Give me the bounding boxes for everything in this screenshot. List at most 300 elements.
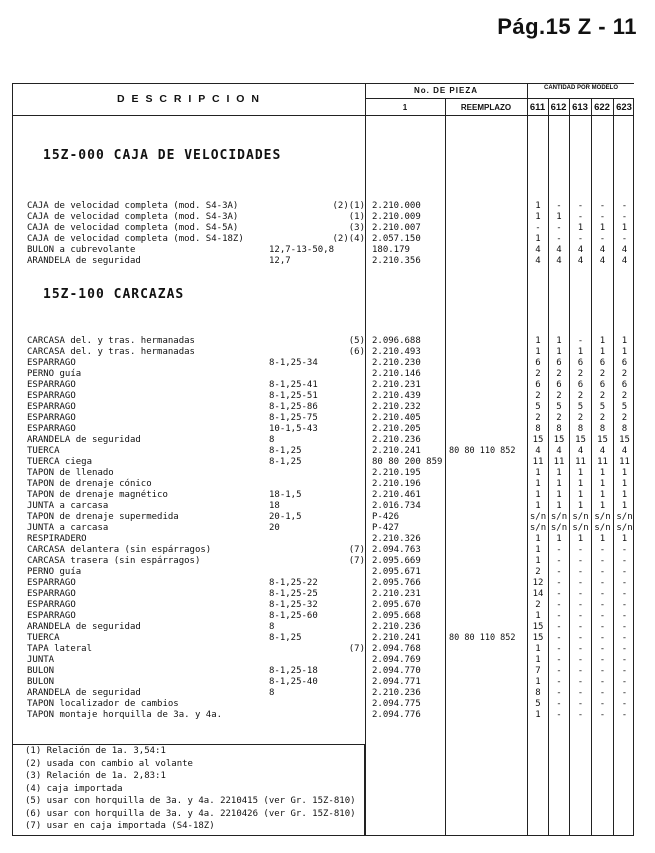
table-row (13, 380, 633, 391)
part-number: 2.210.007 (372, 223, 421, 233)
header-model-612: 612 (550, 102, 567, 113)
qty-model-622: s/n (594, 523, 611, 533)
part-number: 2.095.668 (372, 611, 421, 621)
part-number: 2.210.231 (372, 380, 421, 390)
part-number: 2.210.205 (372, 424, 421, 434)
part-spec: 8 (269, 435, 275, 445)
section-title: 15Z-100 CARCAZAS (43, 287, 185, 302)
part-spec: 8-1,25-51 (269, 391, 318, 401)
qty-model-613: - (577, 622, 584, 632)
part-description: CAJA de velocidad completa (mod. S4-18Z) (27, 234, 244, 244)
part-description: ESPARRAGO (27, 358, 76, 368)
qty-model-613: - (577, 688, 584, 698)
qty-model-623: 5 (621, 402, 628, 412)
qty-model-613: - (577, 234, 584, 244)
qty-model-613: 5 (577, 402, 584, 412)
qty-model-623: 11 (619, 457, 630, 467)
qty-model-613: 1 (577, 479, 584, 489)
part-number: 180.179 (372, 245, 410, 255)
header-model-622: 622 (594, 102, 610, 113)
qty-model-611: 4 (535, 256, 541, 266)
part-number: 2.057.150 (372, 234, 421, 244)
qty-model-623: 1 (621, 223, 628, 233)
qty-model-622: - (599, 567, 606, 577)
part-number: 2.094.776 (372, 710, 421, 720)
section-title: 15Z-000 CAJA DE VELOCIDADES (43, 148, 282, 163)
part-description: TUERCA (27, 446, 60, 456)
part-note-ref: (2)(4) (332, 234, 365, 244)
part-spec: 8-1,25-25 (269, 589, 318, 599)
qty-model-611: 7 (535, 666, 541, 676)
header-no-pieza: No. DE PIEZA (413, 86, 478, 95)
part-number: 2.210.236 (372, 688, 421, 698)
qty-model-622: - (599, 545, 606, 555)
part-description: ARANDELA de seguridad (27, 688, 141, 698)
qty-model-612: 1 (556, 336, 562, 346)
part-description: TAPON de drenaje supermedida (27, 512, 179, 522)
qty-model-612: 2 (556, 369, 562, 379)
qty-model-622: - (599, 600, 606, 610)
part-number: 2.210.196 (372, 479, 421, 489)
qty-model-623: - (621, 633, 628, 643)
qty-model-622: 2 (599, 369, 606, 379)
qty-model-612: 8 (556, 424, 562, 434)
qty-model-611: 6 (535, 380, 541, 390)
table-row (13, 468, 633, 479)
qty-model-611: 15 (532, 622, 544, 632)
qty-model-613: - (577, 567, 584, 577)
qty-model-612: - (556, 666, 562, 676)
qty-model-611: 1 (535, 655, 541, 665)
part-number: 2.210.439 (372, 391, 421, 401)
qty-model-623: 15 (619, 435, 630, 445)
qty-model-622: - (599, 578, 606, 588)
table-row (13, 622, 633, 633)
qty-model-611: 1 (535, 556, 541, 566)
part-number: 2.210.493 (372, 347, 421, 357)
qty-model-623: - (621, 556, 628, 566)
qty-model-613: 1 (577, 468, 584, 478)
part-description: TAPON de drenaje cónico (27, 479, 152, 489)
footnote: (5) usar con horquilla de 3a. y 4a. 2210415 (ver Gr. 15Z-810) (25, 796, 356, 806)
header-divider (365, 98, 633, 99)
part-note-ref: (5) (348, 336, 365, 346)
part-spec: 12,7 (269, 256, 291, 266)
part-description: TUERCA (27, 633, 60, 643)
part-spec: 8-1,25-34 (269, 358, 318, 368)
qty-model-622: - (599, 201, 606, 211)
qty-model-623: 6 (621, 358, 628, 368)
table-row (13, 545, 633, 556)
part-description: CAJA de velocidad completa (mod. S4-3A) (27, 201, 239, 211)
qty-model-613: - (577, 655, 584, 665)
part-description: PERNO guía (27, 369, 82, 379)
qty-model-622: 11 (597, 457, 608, 467)
table-row (13, 358, 633, 369)
qty-model-622: 4 (599, 245, 606, 255)
table-row (13, 402, 633, 413)
part-description: CARCASA del. y tras. hermanadas (27, 336, 195, 346)
table-row (13, 600, 633, 611)
qty-model-611: 1 (535, 644, 541, 654)
part-description: ESPARRAGO (27, 380, 76, 390)
table-row (13, 256, 633, 267)
qty-model-622: - (599, 699, 606, 709)
table-row (13, 699, 633, 710)
part-spec: 18 (269, 501, 280, 511)
qty-model-622: 6 (599, 380, 606, 390)
qty-model-622: 1 (599, 501, 606, 511)
table-row (13, 391, 633, 402)
table-row (13, 212, 633, 223)
part-number: 80 80 200 859 (372, 457, 443, 467)
qty-model-613: 1 (577, 490, 584, 500)
qty-model-612: 4 (556, 245, 562, 255)
qty-model-623: - (621, 545, 628, 555)
qty-model-623: - (621, 666, 628, 676)
part-description: CARCASA delantera (sin espárragos) (27, 545, 212, 555)
qty-model-611: 4 (535, 446, 541, 456)
qty-model-611: 4 (535, 245, 541, 255)
qty-model-611: 1 (535, 336, 541, 346)
qty-model-611: s/n (529, 523, 547, 533)
part-description: TAPA lateral (27, 644, 93, 654)
qty-model-611: 1 (535, 479, 541, 489)
part-number: 2.210.231 (372, 589, 421, 599)
part-spec: 8-1,25-32 (269, 600, 318, 610)
part-number: 2.210.009 (372, 212, 421, 222)
table-row (13, 413, 633, 424)
part-number: 2.094.763 (372, 545, 421, 555)
header-model-611: 611 (529, 102, 546, 113)
qty-model-622: 1 (599, 534, 606, 544)
table-row (13, 688, 633, 699)
qty-model-613: 11 (575, 457, 586, 467)
footnote: (3) Relación de 1a. 2,83:1 (25, 771, 166, 781)
table-row (13, 223, 633, 234)
qty-model-612: - (556, 201, 562, 211)
qty-model-613: 2 (577, 413, 584, 423)
footnote: (4) caja importada (25, 783, 123, 794)
qty-model-611: 2 (535, 567, 541, 577)
qty-model-623: - (621, 201, 628, 211)
part-spec: 8-1,25 (269, 446, 302, 456)
qty-model-623: 1 (621, 336, 628, 346)
replacement-number: 80 80 110 852 (449, 633, 516, 643)
part-number: 2.094.769 (372, 655, 421, 665)
qty-model-623: 2 (621, 413, 628, 423)
part-number: 2.210.461 (372, 490, 421, 500)
part-number: 2.095.670 (372, 600, 421, 610)
qty-model-612: - (556, 710, 562, 720)
qty-model-613: - (577, 201, 584, 211)
table-row (13, 512, 633, 523)
qty-model-622: 4 (599, 256, 606, 266)
qty-model-613: s/n (572, 523, 589, 533)
qty-model-613: - (577, 633, 584, 643)
qty-model-622: s/n (594, 512, 611, 522)
qty-model-611: 1 (535, 347, 541, 357)
qty-model-612: s/n (550, 523, 568, 533)
qty-model-612: - (556, 545, 562, 555)
qty-model-623: 1 (621, 534, 628, 544)
qty-model-611: 1 (535, 234, 541, 244)
qty-model-623: - (621, 234, 628, 244)
part-number: 2.094.775 (372, 699, 421, 709)
part-spec: 18-1,5 (269, 490, 302, 500)
table-row (13, 523, 633, 534)
qty-model-613: - (577, 644, 584, 654)
table-row (13, 589, 633, 600)
qty-model-622: - (599, 622, 606, 632)
table-row (13, 347, 633, 358)
qty-model-623: 4 (621, 245, 628, 255)
qty-model-623: - (621, 688, 628, 698)
table-row (13, 234, 633, 245)
qty-model-613: - (577, 556, 584, 566)
qty-model-613: 2 (577, 369, 584, 379)
qty-model-611: 1 (535, 677, 541, 687)
qty-model-613: - (577, 611, 584, 621)
part-description: JUNTA a carcasa (27, 523, 109, 533)
qty-model-612: 1 (556, 479, 562, 489)
qty-model-611: 11 (532, 457, 544, 467)
qty-model-611: 1 (535, 212, 541, 222)
footnote: (6) usar con horquilla de 3a. y 4a. 2210426 (ver Gr. 15Z-810) (25, 808, 356, 819)
qty-model-611: 6 (535, 358, 541, 368)
qty-model-612: - (556, 622, 562, 632)
part-number: 2.095.766 (372, 578, 421, 588)
part-number: 2.210.236 (372, 622, 421, 632)
qty-model-623: - (621, 655, 628, 665)
qty-model-612: - (556, 600, 562, 610)
part-description: ESPARRAGO (27, 402, 76, 412)
part-spec: 8-1,25-22 (269, 578, 318, 588)
part-spec: 20-1,5 (269, 512, 302, 522)
table-row (13, 633, 633, 644)
qty-model-611: 2 (535, 413, 541, 423)
qty-model-613: s/n (572, 512, 589, 522)
qty-model-611: 2 (535, 391, 541, 401)
qty-model-613: 6 (577, 358, 584, 368)
part-note-ref: (3) (348, 223, 365, 233)
part-spec: 8-1,25-60 (269, 611, 318, 621)
qty-model-613: - (577, 677, 584, 687)
qty-model-613: 4 (577, 446, 584, 456)
footnote: (1) Relación de 1a. 3,54:1 (25, 746, 166, 756)
qty-model-611: 15 (532, 633, 544, 643)
header-col-1: 1 (402, 103, 408, 112)
qty-model-612: 11 (553, 457, 565, 467)
qty-model-612: 2 (556, 391, 562, 401)
qty-model-612: 1 (556, 490, 562, 500)
header-bottom-line (13, 115, 633, 116)
part-spec: 8-1,25 (269, 633, 302, 643)
qty-model-612: - (556, 688, 562, 698)
qty-model-611: 5 (535, 699, 541, 709)
table-row (13, 457, 633, 468)
table-row (13, 677, 633, 688)
table-row (13, 655, 633, 666)
page-title: Pág.15 Z - 11 (497, 14, 637, 39)
part-description: ESPARRAGO (27, 424, 76, 434)
qty-model-622: 1 (599, 223, 606, 233)
part-description: ESPARRAGO (27, 600, 76, 610)
qty-model-623: 1 (621, 347, 628, 357)
header-model-613: 613 (572, 102, 588, 113)
qty-model-611: 12 (532, 578, 544, 588)
table-row (13, 336, 633, 347)
qty-model-622: - (599, 556, 606, 566)
qty-model-612: - (556, 644, 562, 654)
part-spec: 10-1,5-43 (269, 424, 318, 434)
qty-model-613: 1 (577, 347, 584, 357)
qty-model-623: - (621, 710, 628, 720)
table-row (13, 435, 633, 446)
part-note-ref: (7) (348, 644, 365, 654)
qty-model-622: 1 (599, 490, 606, 500)
qty-model-622: 1 (599, 479, 606, 489)
table-row (13, 644, 633, 655)
part-description: BULON (27, 677, 55, 687)
qty-model-611: 8 (535, 688, 541, 698)
qty-model-613: - (577, 699, 584, 709)
part-description: ESPARRAGO (27, 589, 76, 599)
qty-model-623: - (621, 578, 628, 588)
table-row (13, 578, 633, 589)
qty-model-611: 1 (535, 545, 541, 555)
table-row (13, 245, 633, 256)
header-model-623: 623 (616, 102, 632, 113)
qty-model-623: 1 (621, 490, 628, 500)
qty-model-622: 2 (599, 391, 606, 401)
part-description: CAJA de velocidad completa (mod. S4-5A) (27, 223, 239, 233)
table-row (13, 201, 633, 212)
part-description: JUNTA (27, 655, 55, 665)
qty-model-611: 1 (535, 611, 541, 621)
part-number: 2.210.356 (372, 256, 421, 266)
qty-model-611: 1 (535, 534, 541, 544)
qty-model-611: 2 (535, 600, 541, 610)
qty-model-611: 1 (535, 710, 541, 720)
part-spec: 8-1,25-40 (269, 677, 318, 687)
qty-model-623: s/n (616, 512, 633, 522)
qty-model-612: - (556, 234, 562, 244)
part-number: P-426 (372, 512, 400, 522)
qty-model-613: 6 (577, 380, 584, 390)
part-description: ESPARRAGO (27, 413, 76, 423)
part-number: 2.094.770 (372, 666, 421, 676)
table-row (13, 369, 633, 380)
part-spec: 8-1,25 (269, 457, 302, 467)
qty-model-612: 1 (556, 347, 562, 357)
qty-model-623: - (621, 677, 628, 687)
part-description: ARANDELA de seguridad (27, 435, 141, 445)
part-number: 2.094.771 (372, 677, 421, 687)
part-number: 2.210.241 (372, 633, 421, 643)
part-note-ref: (2)(1) (332, 201, 365, 211)
qty-model-613: - (577, 710, 584, 720)
qty-model-612: 6 (556, 358, 562, 368)
header-descripcion: D E S C R I P C I O N (117, 93, 261, 105)
part-number: 2.210.230 (372, 358, 421, 368)
qty-model-623: - (621, 589, 628, 599)
qty-model-613: - (577, 666, 584, 676)
part-description: BULON a cubrevolante (27, 245, 136, 255)
qty-model-623: 2 (621, 391, 628, 401)
qty-model-613: - (577, 212, 584, 222)
table-row (13, 534, 633, 545)
part-description: RESPIRADERO (27, 534, 87, 544)
replacement-number: 80 80 110 852 (449, 446, 516, 456)
qty-model-613: - (577, 589, 584, 599)
part-spec: 8-1,25-41 (269, 380, 318, 390)
part-number: 2.210.405 (372, 413, 421, 423)
qty-model-612: 1 (556, 468, 562, 478)
qty-model-622: 2 (599, 413, 606, 423)
qty-model-612: 4 (556, 256, 562, 266)
qty-model-622: 6 (599, 358, 606, 368)
qty-model-612: - (556, 556, 562, 566)
table-row (13, 490, 633, 501)
part-number: 2.210.146 (372, 369, 421, 379)
part-number: 2.210.241 (372, 446, 421, 456)
qty-model-611: 14 (532, 589, 544, 599)
part-number: P-427 (372, 523, 400, 533)
qty-model-611: 2 (535, 369, 541, 379)
table-row (13, 556, 633, 567)
part-note-ref: (1) (348, 212, 365, 222)
table-row (13, 446, 633, 457)
part-note-ref: (6) (348, 347, 365, 357)
part-number: 2.095.671 (372, 567, 421, 577)
qty-model-612: - (556, 567, 562, 577)
qty-model-612: 15 (553, 435, 565, 445)
qty-model-613: 4 (577, 256, 584, 266)
qty-model-622: 4 (599, 446, 606, 456)
qty-model-622: - (599, 655, 606, 665)
qty-model-623: 1 (621, 468, 628, 478)
qty-model-613: 1 (577, 501, 584, 511)
table-row (13, 479, 633, 490)
part-description: ESPARRAGO (27, 611, 76, 621)
part-description: ESPARRAGO (27, 578, 76, 588)
qty-model-612: - (556, 223, 562, 233)
qty-model-623: - (621, 600, 628, 610)
header-cantidad: CANTIDAD POR MODELO (544, 85, 618, 91)
footnote: (2) usada con cambio al volante (25, 758, 193, 769)
qty-model-623: 1 (621, 479, 628, 489)
qty-model-611: 1 (535, 490, 541, 500)
part-spec: 8-1,25-18 (269, 666, 318, 676)
part-spec: 20 (269, 523, 280, 533)
part-description: JUNTA a carcasa (27, 501, 109, 511)
part-spec: 8-1,25-86 (269, 402, 318, 412)
qty-model-622: - (599, 688, 606, 698)
qty-model-612: 1 (556, 534, 562, 544)
part-number: 2.210.000 (372, 201, 421, 211)
qty-model-622: - (599, 611, 606, 621)
qty-model-622: 5 (599, 402, 606, 412)
qty-model-623: - (621, 644, 628, 654)
qty-model-623: - (621, 622, 628, 632)
qty-model-623: - (621, 212, 628, 222)
qty-model-613: - (577, 336, 584, 346)
qty-model-612: - (556, 655, 562, 665)
qty-model-622: 1 (599, 347, 606, 357)
qty-model-622: - (599, 666, 606, 676)
qty-model-613: - (577, 578, 584, 588)
